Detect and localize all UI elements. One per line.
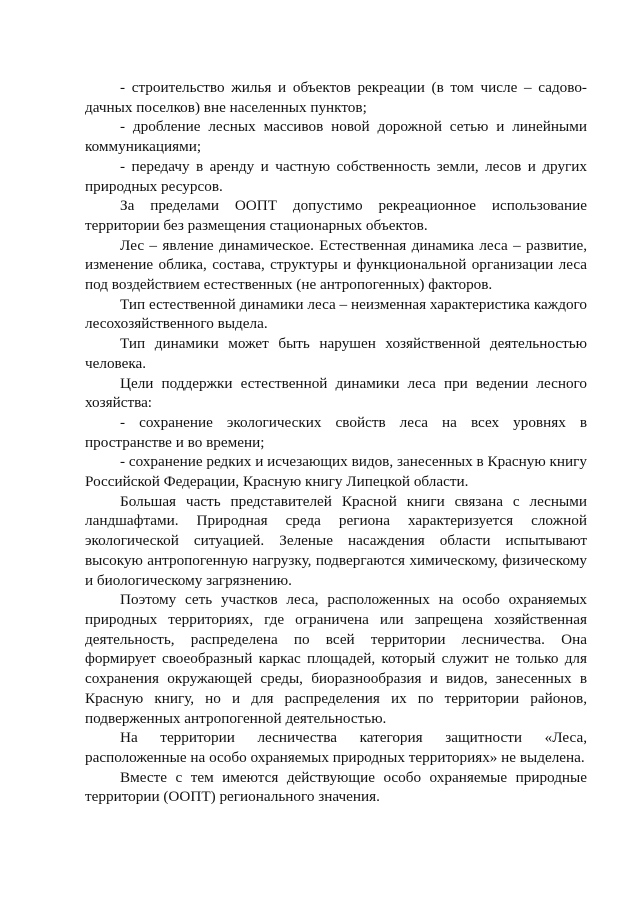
paragraph: - сохранение редких и исчезающих видов, занесенных в Красную книгу Российской Федерации, Красную книгу Липецкой области. <box>85 453 587 491</box>
paragraph: Большая часть представителей Красной книги связана с лесными ландшафтами. Природная среда региона характеризуется сложной экологической ситуацией. Зеленые насаждения области испытывают высокую антропогенную нагрузку, подвергаются химическому, физическому и биологическому загрязнению. <box>85 492 587 589</box>
paragraph: - сохранение экологических свойств леса на всех уровнях в пространстве и во времени; <box>85 413 587 451</box>
paragraph: Тип естественной динамики леса – неизменная характеристика каждого лесохозяйственного выдела. <box>85 295 587 333</box>
paragraph: На территории лесничества категория защитности «Леса, расположенные на особо охраняемых природных территориях» не выделена. <box>85 729 587 766</box>
paragraph: Поэтому сеть участков леса, расположенных на особо охраняемых природных территориях, где ограничена или запрещена хозяйственная деятельность, распределена по всей территории лесничества. Она формирует своеобразный каркас площадей, который служит не только для сохранения окружающей среды, биоразнообразия и видов, занесенных в Красную книгу, но и для распределения их по территории районов, подверженных антропогенной деятельностью. <box>85 591 587 727</box>
paragraph: - строительство жилья и объектов рекреации (в том числе – садово-дачных поселков) вне населенных пунктов; <box>85 79 587 116</box>
document-body <box>85 78 587 807</box>
paragraph: Лес – явление динамическое. Естественная динамика леса – развитие, изменение облика, состава, структуры и функциональной организации леса под воздействием естественных (не антропогенных) факторов. <box>85 236 587 294</box>
paragraph: Тип динамики может быть нарушен хозяйственной деятельностью человека. <box>85 335 587 372</box>
paragraph: Цели поддержки естественной динамики леса при ведении лесного хозяйства: <box>85 374 587 412</box>
paragraph: Вместе с тем имеются действующие особо охраняемые природные территории (ООПТ) регионального значения. <box>85 768 587 806</box>
paragraph: - дробление лесных массивов новой дорожной сетью и линейными коммуникациями; <box>85 118 587 156</box>
paragraph: За пределами ООПТ допустимо рекреационное использование территории без размещения стационарных объектов. <box>85 197 587 234</box>
paragraph: - передачу в аренду и частную собственность земли, лесов и других природных ресурсов. <box>85 157 587 195</box>
